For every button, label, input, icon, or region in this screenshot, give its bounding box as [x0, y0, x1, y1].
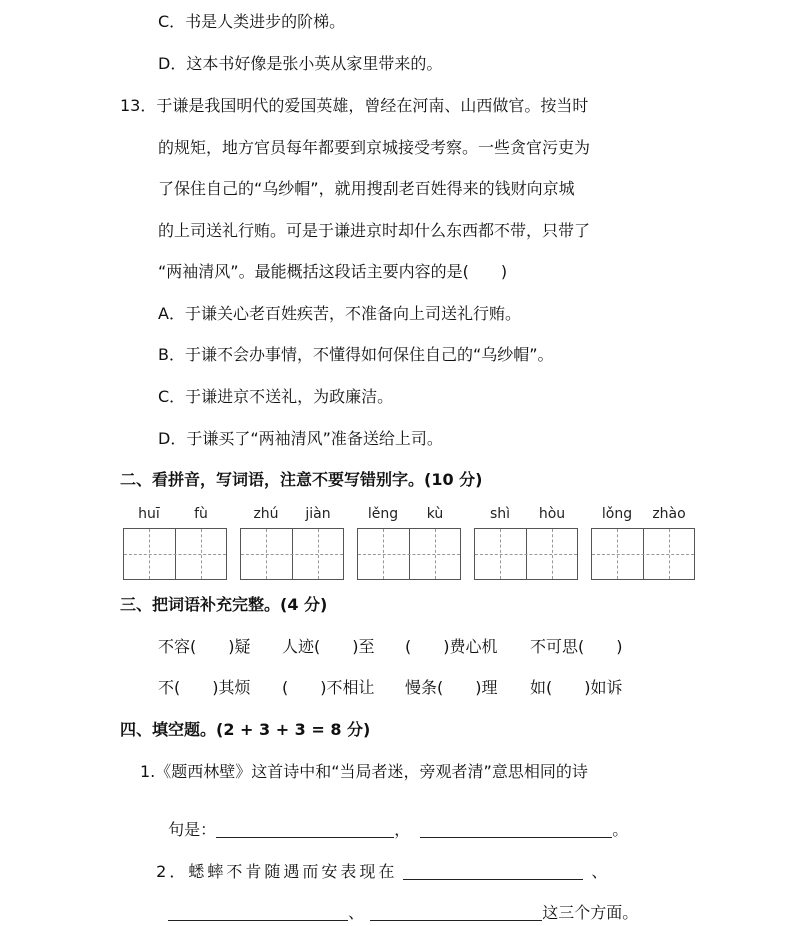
q13-option-d: D．于谦买了“两袖清风”准备送给上司。	[158, 429, 443, 448]
writing-box[interactable]	[474, 528, 578, 580]
q2-sep2: 、	[348, 903, 365, 922]
q13-text-line2: 的规矩，地方官员每年都要到京城接受考察。一些贪官污吏为	[158, 138, 591, 157]
q1-prefix: 句是：	[168, 820, 217, 839]
pinyin-group-2	[240, 506, 344, 526]
section4-q2-line1	[140, 847, 610, 880]
q2-end: 这三个方面。	[542, 903, 639, 922]
section2-title: 二、看拼音，写词语，注意不要写错别字。(10 分)	[120, 470, 483, 489]
section3-title: 三、把词语补充完整。(4 分)	[120, 595, 328, 614]
q13-text-line5: “两袖清风”。最能概括这段话主要内容的是( )	[158, 262, 508, 281]
idiom-blank[interactable]: 慢条( )理	[405, 678, 498, 697]
answer-blank[interactable]	[370, 904, 542, 921]
idiom-blank[interactable]: ( )费心机	[405, 637, 498, 656]
pinyin-syllable: fù	[194, 506, 208, 522]
pinyin-syllable: zhú	[253, 506, 279, 522]
q1-comma: ，	[394, 820, 411, 839]
answer-blank[interactable]	[216, 821, 394, 838]
writing-box[interactable]	[591, 528, 695, 580]
section4-q1-line2	[158, 805, 628, 838]
pinyin-syllable: shì	[489, 506, 511, 522]
q13-option-c: C．于谦进京不送礼，为政廉洁。	[158, 387, 394, 406]
q1-end: 。	[612, 820, 629, 839]
pinyin-syllable: huī	[138, 506, 160, 522]
idiom-blank[interactable]: 人迹( )至	[282, 637, 375, 656]
pinyin-syllable: lǒng	[601, 506, 633, 522]
section4-title: 四、填空题。(2 + 3 + 3 = 8 分)	[120, 720, 371, 739]
q2-prefix: 2．蟋蟀不肯随遇而安表现在	[156, 862, 398, 881]
q13-text-line1: 13．于谦是我国明代的爱国英雄，曾经在河南、山西做官。按当时	[120, 96, 589, 115]
idiom-blank[interactable]: 如( )如诉	[530, 678, 623, 697]
pinyin-group-3	[357, 506, 461, 526]
pinyin-group-4	[474, 506, 578, 526]
pinyin-syllable: lěng	[367, 506, 399, 522]
idiom-blank[interactable]: 不( )其烦	[158, 678, 251, 697]
section4-q2-line2	[158, 888, 638, 921]
q13-option-b: B．于谦不会办事情，不懂得如何保住自己的“乌纱帽”。	[158, 345, 554, 364]
q13-text-line3: 了保住自己的“乌纱帽”，就用搜刮老百姓得来的钱财向京城	[158, 179, 575, 198]
pinyin-group-1	[123, 506, 227, 526]
idiom-blank[interactable]: ( )不相让	[282, 678, 375, 697]
writing-box[interactable]	[123, 528, 227, 580]
answer-blank[interactable]	[420, 821, 612, 838]
q2-sep1: 、	[591, 862, 611, 881]
q12-option-c: C．书是人类进步的阶梯。	[158, 12, 346, 31]
pinyin-group-5	[591, 506, 695, 526]
idiom-blank[interactable]: 不容( )疑	[158, 637, 251, 656]
writing-box[interactable]	[357, 528, 461, 580]
pinyin-syllable: kù	[426, 506, 444, 522]
writing-box[interactable]	[240, 528, 344, 580]
idiom-blank[interactable]: 不可思( )	[530, 637, 623, 656]
q13-text-line4: 的上司送礼行贿。可是于谦进京时却什么东西都不带，只带了	[158, 221, 591, 240]
answer-blank[interactable]	[168, 904, 348, 921]
pinyin-syllable: hòu	[538, 506, 566, 522]
section4-q1-line1: 1.《题西林壁》这首诗中和“当局者迷，旁观者清”意思相同的诗	[140, 762, 588, 781]
q12-option-d: D．这本书好像是张小英从家里带来的。	[158, 54, 443, 73]
pinyin-syllable: zhào	[652, 506, 686, 522]
answer-blank[interactable]	[403, 863, 583, 880]
q13-option-a: A．于谦关心老百姓疾苦，不准备向上司送礼行贿。	[158, 304, 521, 323]
pinyin-syllable: jiàn	[305, 506, 331, 522]
